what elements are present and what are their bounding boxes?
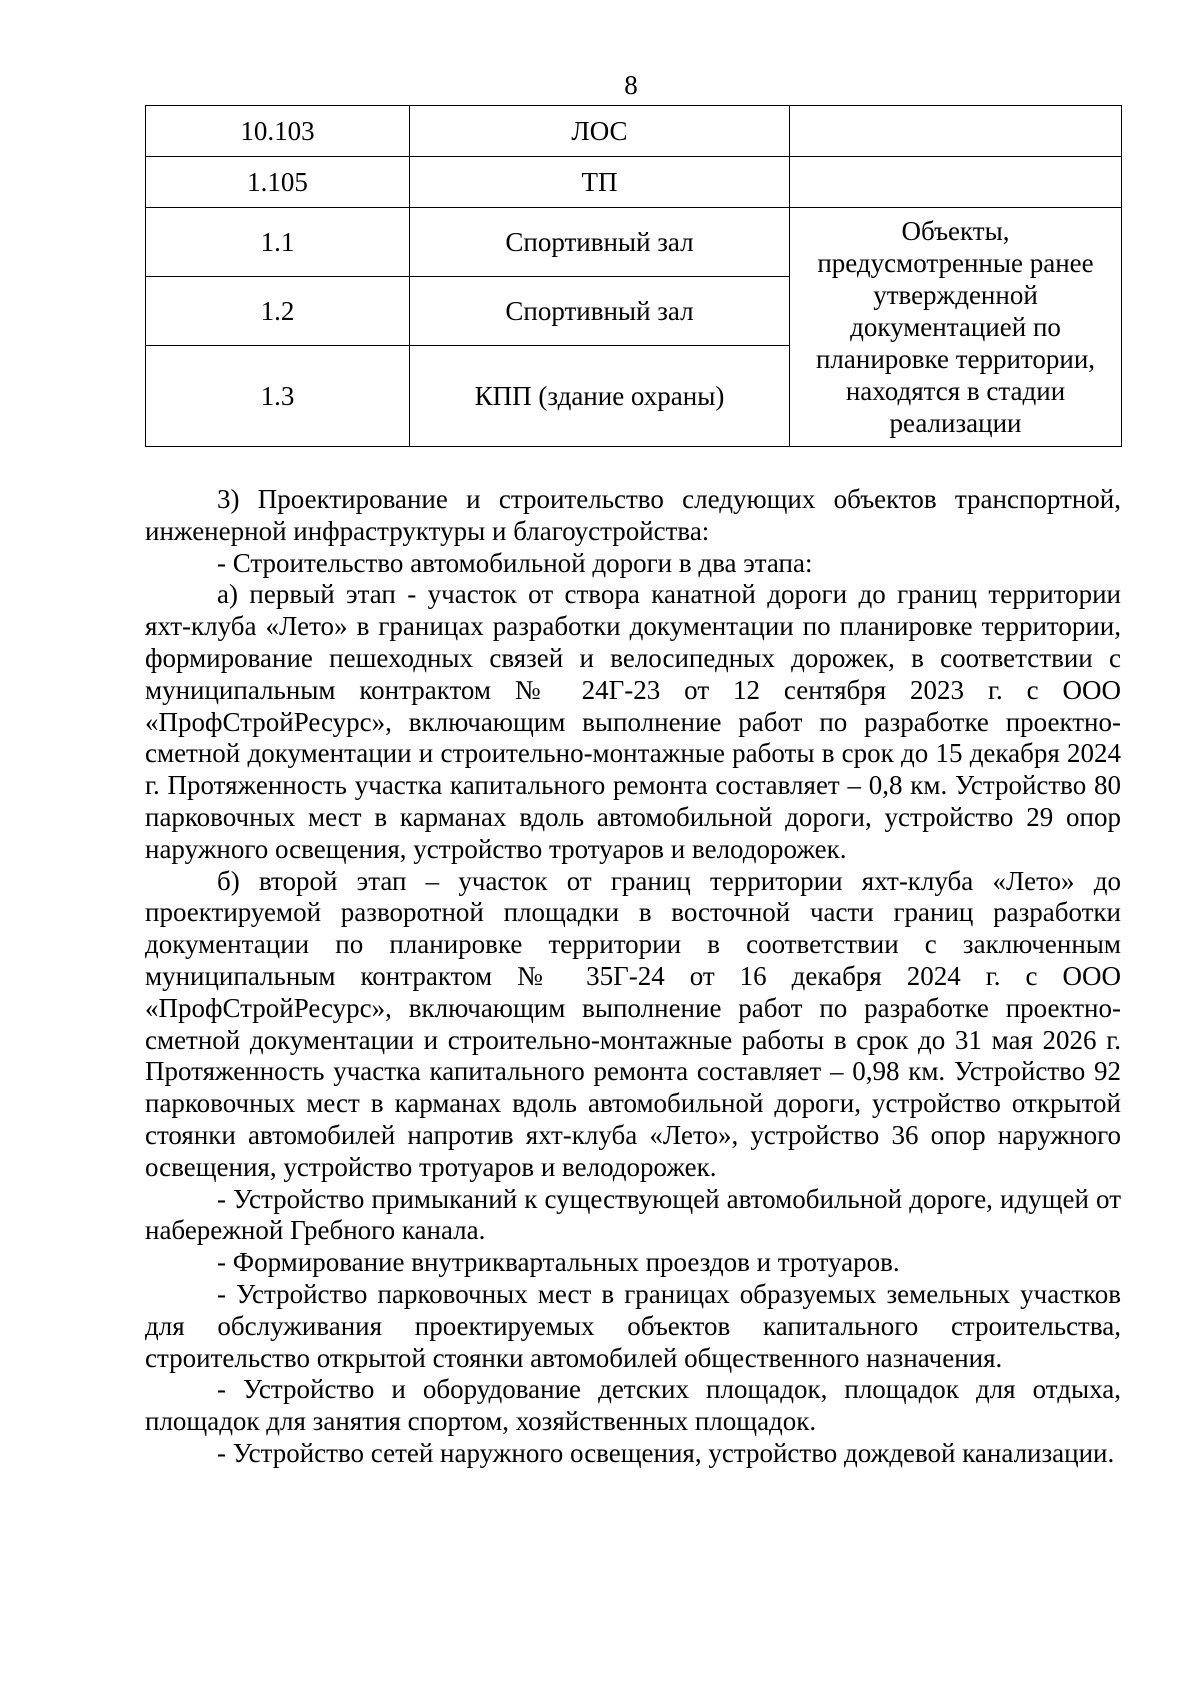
paragraph-lighting: - Устройство сетей наружного освещения, устройство дождевой канализации. <box>217 1437 1115 1468</box>
object-name-cell: КПП (здание охраны) <box>410 346 790 447</box>
object-name-cell: ТП <box>410 157 790 208</box>
object-name-cell: Спортивный зал <box>410 277 790 346</box>
table-row <box>146 106 1122 157</box>
paragraph-driveways: - Формирование внутриквартальных проездов и тротуаров. <box>217 1247 900 1278</box>
table-row <box>146 157 1122 208</box>
paragraph-junctions: - Устройство примыканий к существующей автомобильной дороге, идущей от набережной Гребного канала. <box>145 1183 1121 1246</box>
object-name-cell: Спортивный зал <box>410 208 790 277</box>
paragraph-section-3: 3) Проектирование и строительство следующих объектов транспортной, инженерной инфраструктуры и благоустройства: <box>145 484 1121 546</box>
row-number-cell: 10.103 <box>146 106 410 157</box>
merged-note-cell: Объекты, предусмотренные ранее утвержденной документацией по планировке территории, находятся в стадии реализации <box>790 208 1122 447</box>
row-number-cell: 1.105 <box>146 157 410 208</box>
note-cell <box>790 157 1122 208</box>
note-cell <box>790 106 1122 157</box>
objects-table <box>145 105 1122 447</box>
table-row <box>146 208 1122 277</box>
row-number-cell: 1.3 <box>146 346 410 447</box>
paragraph-playgrounds: - Устройство и оборудование детских площадок, площадок для отдыха, площадок для занятия спортом, хозяйственных площадок. <box>145 1374 1121 1437</box>
document-body <box>145 484 1121 1470</box>
paragraph-stage-2: б) второй этап – участок от границ территории яхт-клуба «Лето» до проектируемой разворотной площадки в восточной части границ разработки документации по планировке территории в соответствии с заключенным муниципальным контрактом № 35Г-24 от 16 декабря 2024 г. с ООО «ПрофСтройРесурс», включающим выполнение работ по разработке проектно-сметной документации и строительно-монтажные работы в срок до 31 мая 2026 г. Протяженность участка капитального ремонта составляет – 0,98 км. Устройство 92 парковочных мест в карманах вдоль автомобильной дороги, устройство открытой стоянки автомобилей напротив яхт-клуба «Лето», устройство 36 опор наружного освещения, устройство тротуаров и велодорожек. <box>145 865 1121 1182</box>
row-number-cell: 1.1 <box>146 208 410 277</box>
object-name-cell: ЛОС <box>410 106 790 157</box>
row-number-cell: 1.2 <box>146 277 410 346</box>
paragraph-parking: - Устройство парковочных мест в границах образуемых земельных участков для обслуживания проектируемых объектов капитального строительства, строительство открытой стоянки автомобилей общественного назначения. <box>145 1278 1121 1373</box>
paragraph-stage-1: а) первый этап - участок от створа канатной дороги до границ территории яхт-клуба «Лето» в границах разработки документации по планировке территории, формирование пешеходных связей и велосипедных дорожек, в соответствии с муниципальным контрактом № 24Г-23 от 12 сентября 2023 г. с ООО «ПрофСтройРесурс», включающим выполнение работ по разработке проектно-сметной документации и строительно-монтажные работы в срок до 15 декабря 2024 г. Протяженность участка капитального ремонта составляет – 0,8 км. Устройство 80 парковочных мест в карманах вдоль автомобильной дороги, устройство 29 опор наружного освещения, устройство тротуаров и велодорожек. <box>145 579 1121 864</box>
page-number: 8 <box>624 70 638 100</box>
paragraph-road-construction: - Строительство автомобильной дороги в два этапа: <box>217 547 813 578</box>
